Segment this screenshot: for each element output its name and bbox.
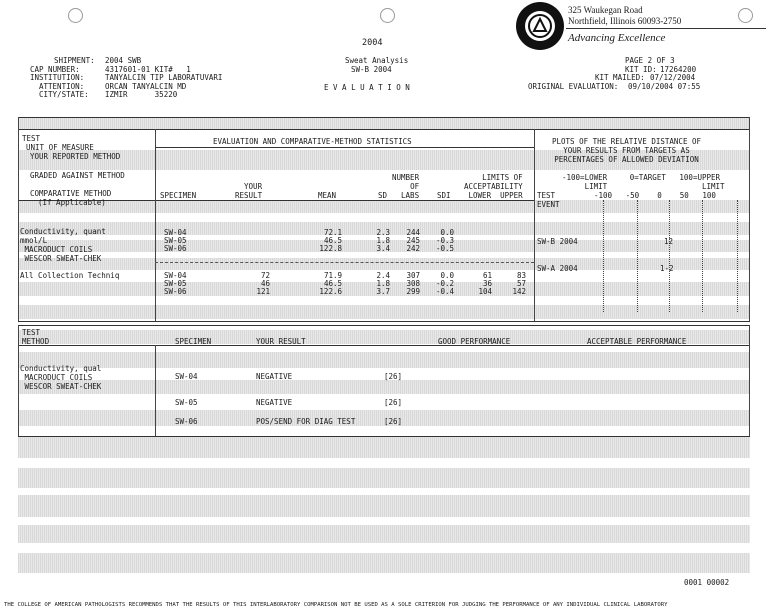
qual-row-result: NEGATIVE <box>256 398 293 407</box>
plot-scale-ticks: -100 -50 0 50 100 <box>594 191 716 200</box>
row-result: 72 <box>260 271 270 280</box>
qual-test-name: Conductivity, qual MACRODUCT COILS WESCOR SWEAT-CHEK <box>20 364 102 391</box>
city-state-value: IZMIR 35220 <box>105 90 178 99</box>
punch-hole-left <box>68 8 83 23</box>
event-name: SW-A 2004 <box>537 264 578 273</box>
plot-title: PLOTS OF THE RELATIVE DISTANCE OF YOUR RESULTS FROM TARGETS AS PERCENTAGES OF ALLOWED DEVIATION <box>552 137 702 164</box>
row-mean: 122.6 <box>319 287 342 296</box>
row-sdi: -0.5 <box>435 244 454 253</box>
row-sd: 1.8 <box>376 279 390 288</box>
kit-mailed-value: 07/12/2004 <box>650 73 696 82</box>
row-mean: 46.5 <box>323 279 342 288</box>
program-name: Sweat Analysis <box>345 56 409 65</box>
logo-rule <box>566 28 766 29</box>
row-specimen: SW-05 <box>164 279 187 288</box>
col-labs: NUMBER OF LABS <box>392 173 420 200</box>
disclaimer: THE COLLEGE OF AMERICAN PATHOLOGISTS RECOMMENDS THAT THE RESULTS OF THIS INTERLABORATORY COMPARISON NOT BE USED AS A SOLE CRITERION FOR JUDGING THE PERFORMANCE OF ANY INDIVIDUAL CLINICAL LABORATORY <box>4 602 668 608</box>
row-sd: 2.4 <box>376 271 390 280</box>
row-sd: 3.4 <box>376 244 390 253</box>
all-method-label: All Collection Techniq <box>20 271 120 280</box>
col-sd: SD <box>378 191 388 200</box>
qual-row-code: [26] <box>384 417 403 426</box>
row-sdi: -0.4 <box>435 287 454 296</box>
institution-value: TANYALCIN TIP LABORATUVARI <box>105 73 223 82</box>
qual-hdr-specimen: SPECIMEN <box>175 337 212 346</box>
address-line2: Northfield, Illinois 60093-2750 <box>568 16 682 26</box>
quant-test-name: Conductivity, quant mmol/L MACRODUCT COILS WESCOR SWEAT-CHEK <box>20 227 106 263</box>
qual-row-specimen: SW-04 <box>175 372 198 381</box>
qual-row-specimen: SW-06 <box>175 417 198 426</box>
row-mean: 46.5 <box>323 236 342 245</box>
row-lower: 104 <box>478 287 492 296</box>
row-sdi: -0.2 <box>435 279 454 288</box>
punch-hole-center <box>380 8 395 23</box>
kit-id-value: 17264200 <box>660 65 697 74</box>
attention-label: ATTENTION: <box>39 82 85 91</box>
row-labs: 245 <box>406 236 420 245</box>
punch-hole-right <box>738 8 753 23</box>
col-result: YOUR RESULT <box>235 182 263 200</box>
event-marks: 1-2 <box>660 264 674 273</box>
qual-row-specimen: SW-05 <box>175 398 198 407</box>
tagline: Advancing Excellence <box>568 32 666 44</box>
row-specimen: SW-04 <box>164 271 187 280</box>
qual-row-result: POS/SEND FOR DIAG TEST <box>256 417 356 426</box>
qual-hdr-result: YOUR RESULT <box>256 337 306 346</box>
event-name: SW-B 2004 <box>537 237 578 246</box>
row-mean: 72.1 <box>323 228 342 237</box>
event-marks: 12 <box>664 237 674 246</box>
row-lower: 61 <box>482 271 492 280</box>
evaluation-heading: E V A L U A T I O N <box>324 83 410 92</box>
hdr-method: YOUR REPORTED METHOD <box>30 152 121 161</box>
row-labs: 299 <box>406 287 420 296</box>
qual-hdr-good: GOOD PERFORMANCE <box>438 337 511 346</box>
page-code: 0001 00002 <box>684 578 730 587</box>
shipment-label: SHIPMENT: <box>54 56 95 65</box>
test-event-label: TEST EVENT <box>537 191 560 209</box>
kit-id-label: KIT ID: <box>625 65 657 74</box>
row-specimen: SW-06 <box>164 287 187 296</box>
col-sdi: SDI <box>437 191 451 200</box>
cap-number-value: 4317601-01 KIT# 1 <box>105 65 191 74</box>
attention-value: ORCAN TANYALCIN MD <box>105 82 187 91</box>
row-specimen: SW-06 <box>164 244 187 253</box>
row-labs: 242 <box>406 244 420 253</box>
row-sdi: -0.3 <box>435 236 454 245</box>
plot-scale-header: -100=LOWER 0=TARGET 100=UPPER LIMIT LIMIT <box>562 173 725 191</box>
row-labs: 307 <box>406 271 420 280</box>
qual-hdr-acceptable: ACCEPTABLE PERFORMANCE <box>587 337 687 346</box>
shipment-value: 2004 SWB <box>105 56 142 65</box>
col-specimen: SPECIMEN <box>160 191 197 200</box>
qual-row-code: [26] <box>384 372 403 381</box>
qual-row-result: NEGATIVE <box>256 372 293 381</box>
qual-hdr-test: TEST METHOD <box>22 328 50 346</box>
hdr-unit: UNIT OF MEASURE <box>26 143 94 152</box>
city-state-label: CITY/STATE: <box>39 90 89 99</box>
col-mean: MEAN <box>318 191 337 200</box>
row-result: 46 <box>260 279 270 288</box>
original-eval-label: ORIGINAL EVALUATION: <box>528 82 619 91</box>
mailing-code: SW-B 2004 <box>351 65 392 74</box>
row-mean: 122.8 <box>319 244 342 253</box>
row-labs: 308 <box>406 279 420 288</box>
col-limits: LIMITS OF ACCEPTABILITY LOWER UPPER <box>464 173 523 200</box>
row-upper: 83 <box>516 271 526 280</box>
row-sd: 3.7 <box>376 287 390 296</box>
row-sd: 2.3 <box>376 228 390 237</box>
kit-mailed-label: KIT MAILED: <box>595 73 645 82</box>
row-labs: 244 <box>406 228 420 237</box>
hdr-test: TEST <box>22 134 41 143</box>
institution-label: INSTITUTION: <box>30 73 85 82</box>
row-result: 121 <box>256 287 270 296</box>
row-specimen: SW-04 <box>164 228 187 237</box>
row-sdi: 0.0 <box>440 271 454 280</box>
address-line1: 325 Waukegan Road <box>568 5 643 15</box>
cap-number-label: CAP NUMBER: <box>30 65 80 74</box>
page-indicator: PAGE 2 OF 3 <box>625 56 675 65</box>
hdr-graded: GRADED AGAINST METHOD <box>30 171 125 180</box>
hdr-comparative: COMPARATIVE METHOD <box>30 189 112 198</box>
hdr-applicable: (If Applicable) <box>38 198 106 207</box>
row-mean: 71.9 <box>323 271 342 280</box>
cap-logo <box>514 0 566 52</box>
row-sd: 1.8 <box>376 236 390 245</box>
original-eval-value: 09/10/2004 07:55 <box>628 82 701 91</box>
row-sdi: 0.0 <box>440 228 454 237</box>
row-specimen: SW-05 <box>164 236 187 245</box>
row-lower: 36 <box>482 279 492 288</box>
row-upper: 57 <box>516 279 526 288</box>
report-year: 2004 <box>362 38 383 48</box>
row-upper: 142 <box>512 287 526 296</box>
qual-row-code: [26] <box>384 398 403 407</box>
stats-section-title: EVALUATION AND COMPARATIVE-METHOD STATISTICS <box>213 137 412 146</box>
